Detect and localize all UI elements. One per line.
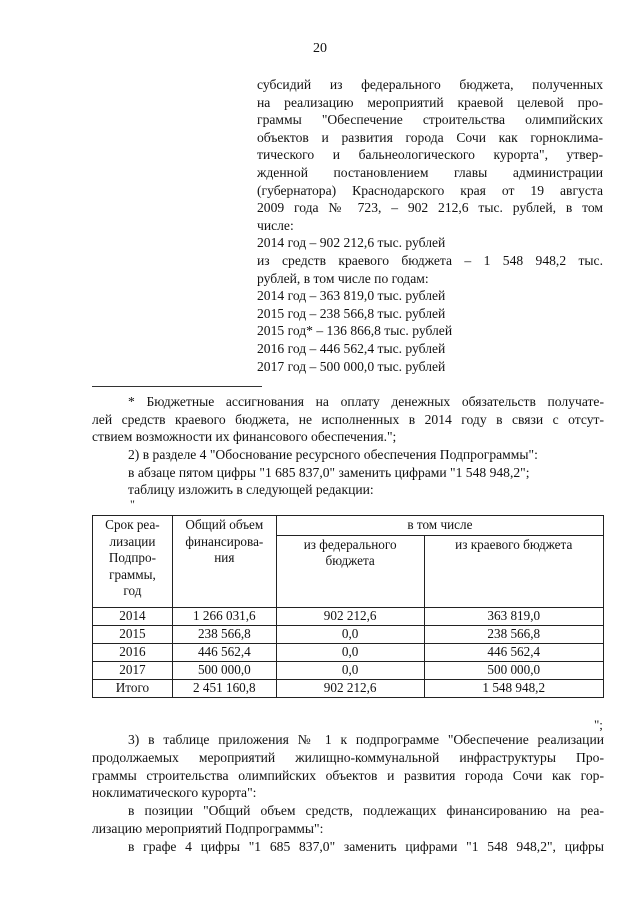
text-line: в графе 4 цифры "1 685 837,0" заменить цифрами "1 548 948,2", цифры	[128, 838, 604, 854]
cell-total: 500 000,0	[172, 661, 276, 679]
header-cell-regional: из краевого бюджета	[424, 535, 604, 607]
cell-regional: 363 819,0	[424, 607, 604, 625]
text-line: 2016 год – 446 562,4 тыс. рублей	[257, 340, 446, 356]
text-line: * Бюджетные ассигнования на оплату денежных обязательств получате-	[128, 394, 604, 409]
amendment-3	[92, 731, 604, 856]
header-cell-including: в том числе	[276, 516, 603, 536]
amendment-2	[92, 446, 604, 499]
text-line: граммы "Обеспечение строительства олимпийских	[257, 112, 603, 128]
table-header-row	[93, 516, 604, 536]
text-line: тического и бальнеологического курорта", утвер-	[257, 147, 603, 163]
text-line: 2017 год – 500 000,0 тыс. рублей	[257, 358, 446, 374]
text-line: жденной постановлением главы администрации	[257, 164, 603, 180]
closing-quote: ";	[594, 717, 603, 732]
cell-total: 446 562,4	[172, 643, 276, 661]
cell-year: 2015	[93, 625, 173, 643]
cell-year: 2014	[93, 607, 173, 625]
cell-federal: 0,0	[276, 625, 424, 643]
footnote-separator	[92, 386, 262, 387]
text-line: субсидий из федерального бюджета, полученных	[257, 77, 603, 92]
text-line: граммы строительства олимпийских объектов и развития города Сочи как гор-	[92, 767, 604, 783]
cell-year: 2017	[93, 661, 173, 679]
cell-federal: 0,0	[276, 661, 424, 679]
cell-year: Итого	[93, 679, 173, 697]
text-line: 2015 год – 238 566,8 тыс. рублей	[257, 305, 446, 321]
text-line: 2015 год* – 136 866,8 тыс. рублей	[257, 323, 453, 339]
table-row	[93, 625, 604, 643]
cell-federal: 902 212,6	[276, 607, 424, 625]
financing-table	[92, 515, 604, 698]
cell-year: 2016	[93, 643, 173, 661]
text-line: 3) в таблице приложения № 1 к подпрограмме "Обеспечение реализации	[128, 732, 604, 747]
text-line: (губернатора) Краснодарского края от 19 августа	[257, 182, 603, 198]
table-row	[93, 661, 604, 679]
cell-federal: 902 212,6	[276, 679, 424, 697]
cell-regional: 1 548 948,2	[424, 679, 604, 697]
text-line: числе:	[257, 217, 294, 233]
text-line: таблицу изложить в следующей редакции:	[128, 482, 374, 498]
text-line: в позиции "Общий объем средств, подлежащих финансированию на реа-	[128, 803, 604, 819]
cell-federal: 0,0	[276, 643, 424, 661]
footnote	[92, 393, 604, 446]
cell-total: 238 566,8	[172, 625, 276, 643]
text-line: 2) в разделе 4 "Обоснование ресурсного обеспечения Подпрограммы":	[128, 447, 538, 462]
right-column-text	[257, 76, 603, 375]
text-line: 2014 год – 902 212,6 тыс. рублей	[257, 235, 446, 251]
text-line: лизацию мероприятий Подпрограммы":	[92, 820, 324, 836]
table-total-row	[93, 679, 604, 697]
header-cell-total: Общий объем финансирова- ния	[172, 516, 276, 608]
cell-regional: 446 562,4	[424, 643, 604, 661]
text-line: в абзаце пятом цифры "1 685 837,0" заменить цифрами "1 548 948,2";	[128, 464, 530, 480]
text-line: рублей, в том числе по годам:	[257, 270, 429, 286]
text-line: лей средств краевого бюджета, не исполненных в 2014 году в связи с отсут-	[92, 411, 604, 427]
text-line: из средств краевого бюджета – 1 548 948,2 тыс.	[257, 252, 603, 268]
text-line: ноклиматического курорта":	[92, 785, 257, 801]
cell-total: 1 266 031,6	[172, 607, 276, 625]
header-cell-period: Срок реа- лизации Подпро- граммы, год	[93, 516, 173, 608]
text-line: ствием возможности их финансового обеспечения.";	[92, 429, 397, 445]
text-line: объектов и развития города Сочи как горноклима-	[257, 129, 603, 145]
opening-quote: "	[130, 497, 135, 511]
cell-total: 2 451 160,8	[172, 679, 276, 697]
table-row	[93, 643, 604, 661]
text-line: на реализацию мероприятий краевой целевой про-	[257, 94, 603, 110]
text-line: 2014 год – 363 819,0 тыс. рублей	[257, 288, 446, 304]
text-line: продолжаемых мероприятий жилищно-коммунальной инфраструктуры Про-	[92, 749, 604, 765]
table-row	[93, 607, 604, 625]
cell-regional: 500 000,0	[424, 661, 604, 679]
page-number: 20	[313, 41, 327, 56]
cell-regional: 238 566,8	[424, 625, 604, 643]
text-line: 2009 года № 723, – 902 212,6 тыс. рублей, в том	[257, 200, 603, 216]
header-cell-federal: из федерального бюджета	[276, 535, 424, 607]
